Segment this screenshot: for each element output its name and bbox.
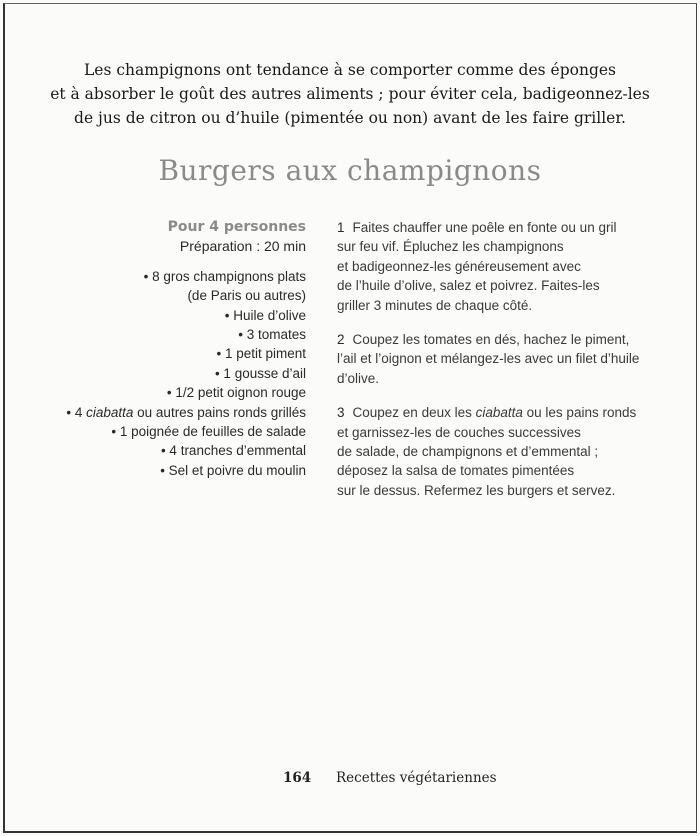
book-title: Recettes végétariennes: [336, 770, 497, 786]
step-line: et badigeonnez-les généreusement avec: [337, 258, 581, 274]
italic-text: ciabatta: [86, 404, 134, 420]
ingredient-item: • 4 ciabatta ou autres pains ronds grillés: [66, 404, 306, 420]
italic-text: ciabatta: [475, 405, 523, 421]
step-line: l’ail et l’oignon et mélangez-les avec un filet d’huile: [337, 351, 640, 367]
step-number: 3: [337, 405, 345, 421]
step-line: et garnissez-les de couches successives: [337, 424, 581, 440]
step-text: Faites chauffer une poêle en fonte ou un gril: [352, 220, 617, 235]
step-line: sur le dessus. Refermez les burgers et servez.: [337, 482, 616, 498]
ingredient-item: • Sel et poivre du moulin: [160, 462, 306, 478]
intro-line: et à absorber le goût des autres aliments ; pour éviter cela, badigeonnez-les: [50, 85, 650, 103]
step-text: Coupez en deux les ciabatta ou les pains ronds: [352, 405, 637, 421]
step-1: [337, 218, 667, 315]
step-line: de l’huile d’olive, salez et poivrez. Faites-les: [337, 278, 600, 294]
ingredient-item: • 3 tomates: [238, 327, 306, 343]
step-number: 1: [337, 220, 345, 235]
ingredient-item: • 1 poignée de feuilles de salade: [111, 424, 306, 440]
step-line: d’olive.: [337, 370, 380, 386]
step-line: [337, 218, 667, 237]
intro-paragraph: [40, 58, 660, 130]
step-line: [337, 403, 667, 422]
page-number: 164: [283, 770, 312, 786]
step-number: 2: [337, 332, 345, 348]
step-line: sur feu vif. Épluchez les champignons: [337, 239, 564, 255]
ingredients-list: [6, 267, 306, 480]
step-2: [337, 330, 667, 388]
ingredient-item: • Huile d’olive: [224, 307, 306, 323]
ingredient-item: (de Paris ou autres): [187, 288, 306, 304]
prep-time: Préparation : 20 min: [179, 238, 306, 255]
ingredients-column: [6, 218, 306, 480]
ingredient-item: • 1 petit piment: [216, 346, 306, 362]
step-text: Coupez les tomates en dés, hachez le piment,: [352, 332, 630, 348]
steps-column: [337, 218, 667, 515]
ingredient-item: • 1/2 petit oignon rouge: [166, 385, 306, 401]
intro-line: Les champignons ont tendance à se comporter comme des éponges: [84, 61, 616, 79]
intro-line: de jus de citron ou d’huile (pimentée ou non) avant de les faire griller.: [74, 109, 626, 127]
step-line: déposez la salsa de tomates pimentées: [337, 463, 575, 479]
ingredient-item: • 8 gros champignons plats: [143, 268, 306, 284]
step-line: griller 3 minutes de chaque côté.: [337, 297, 533, 313]
step-line: de salade, de champignons et d’emmental ;: [337, 444, 599, 460]
ingredient-item: • 1 gousse d’ail: [214, 365, 306, 381]
step-3: [337, 403, 667, 500]
ingredient-item: • 4 tranches d’emmental: [160, 443, 306, 459]
step-line: [337, 330, 667, 349]
servings: Pour 4 personnes: [167, 219, 306, 235]
recipe-title: Burgers aux champignons: [158, 154, 542, 187]
